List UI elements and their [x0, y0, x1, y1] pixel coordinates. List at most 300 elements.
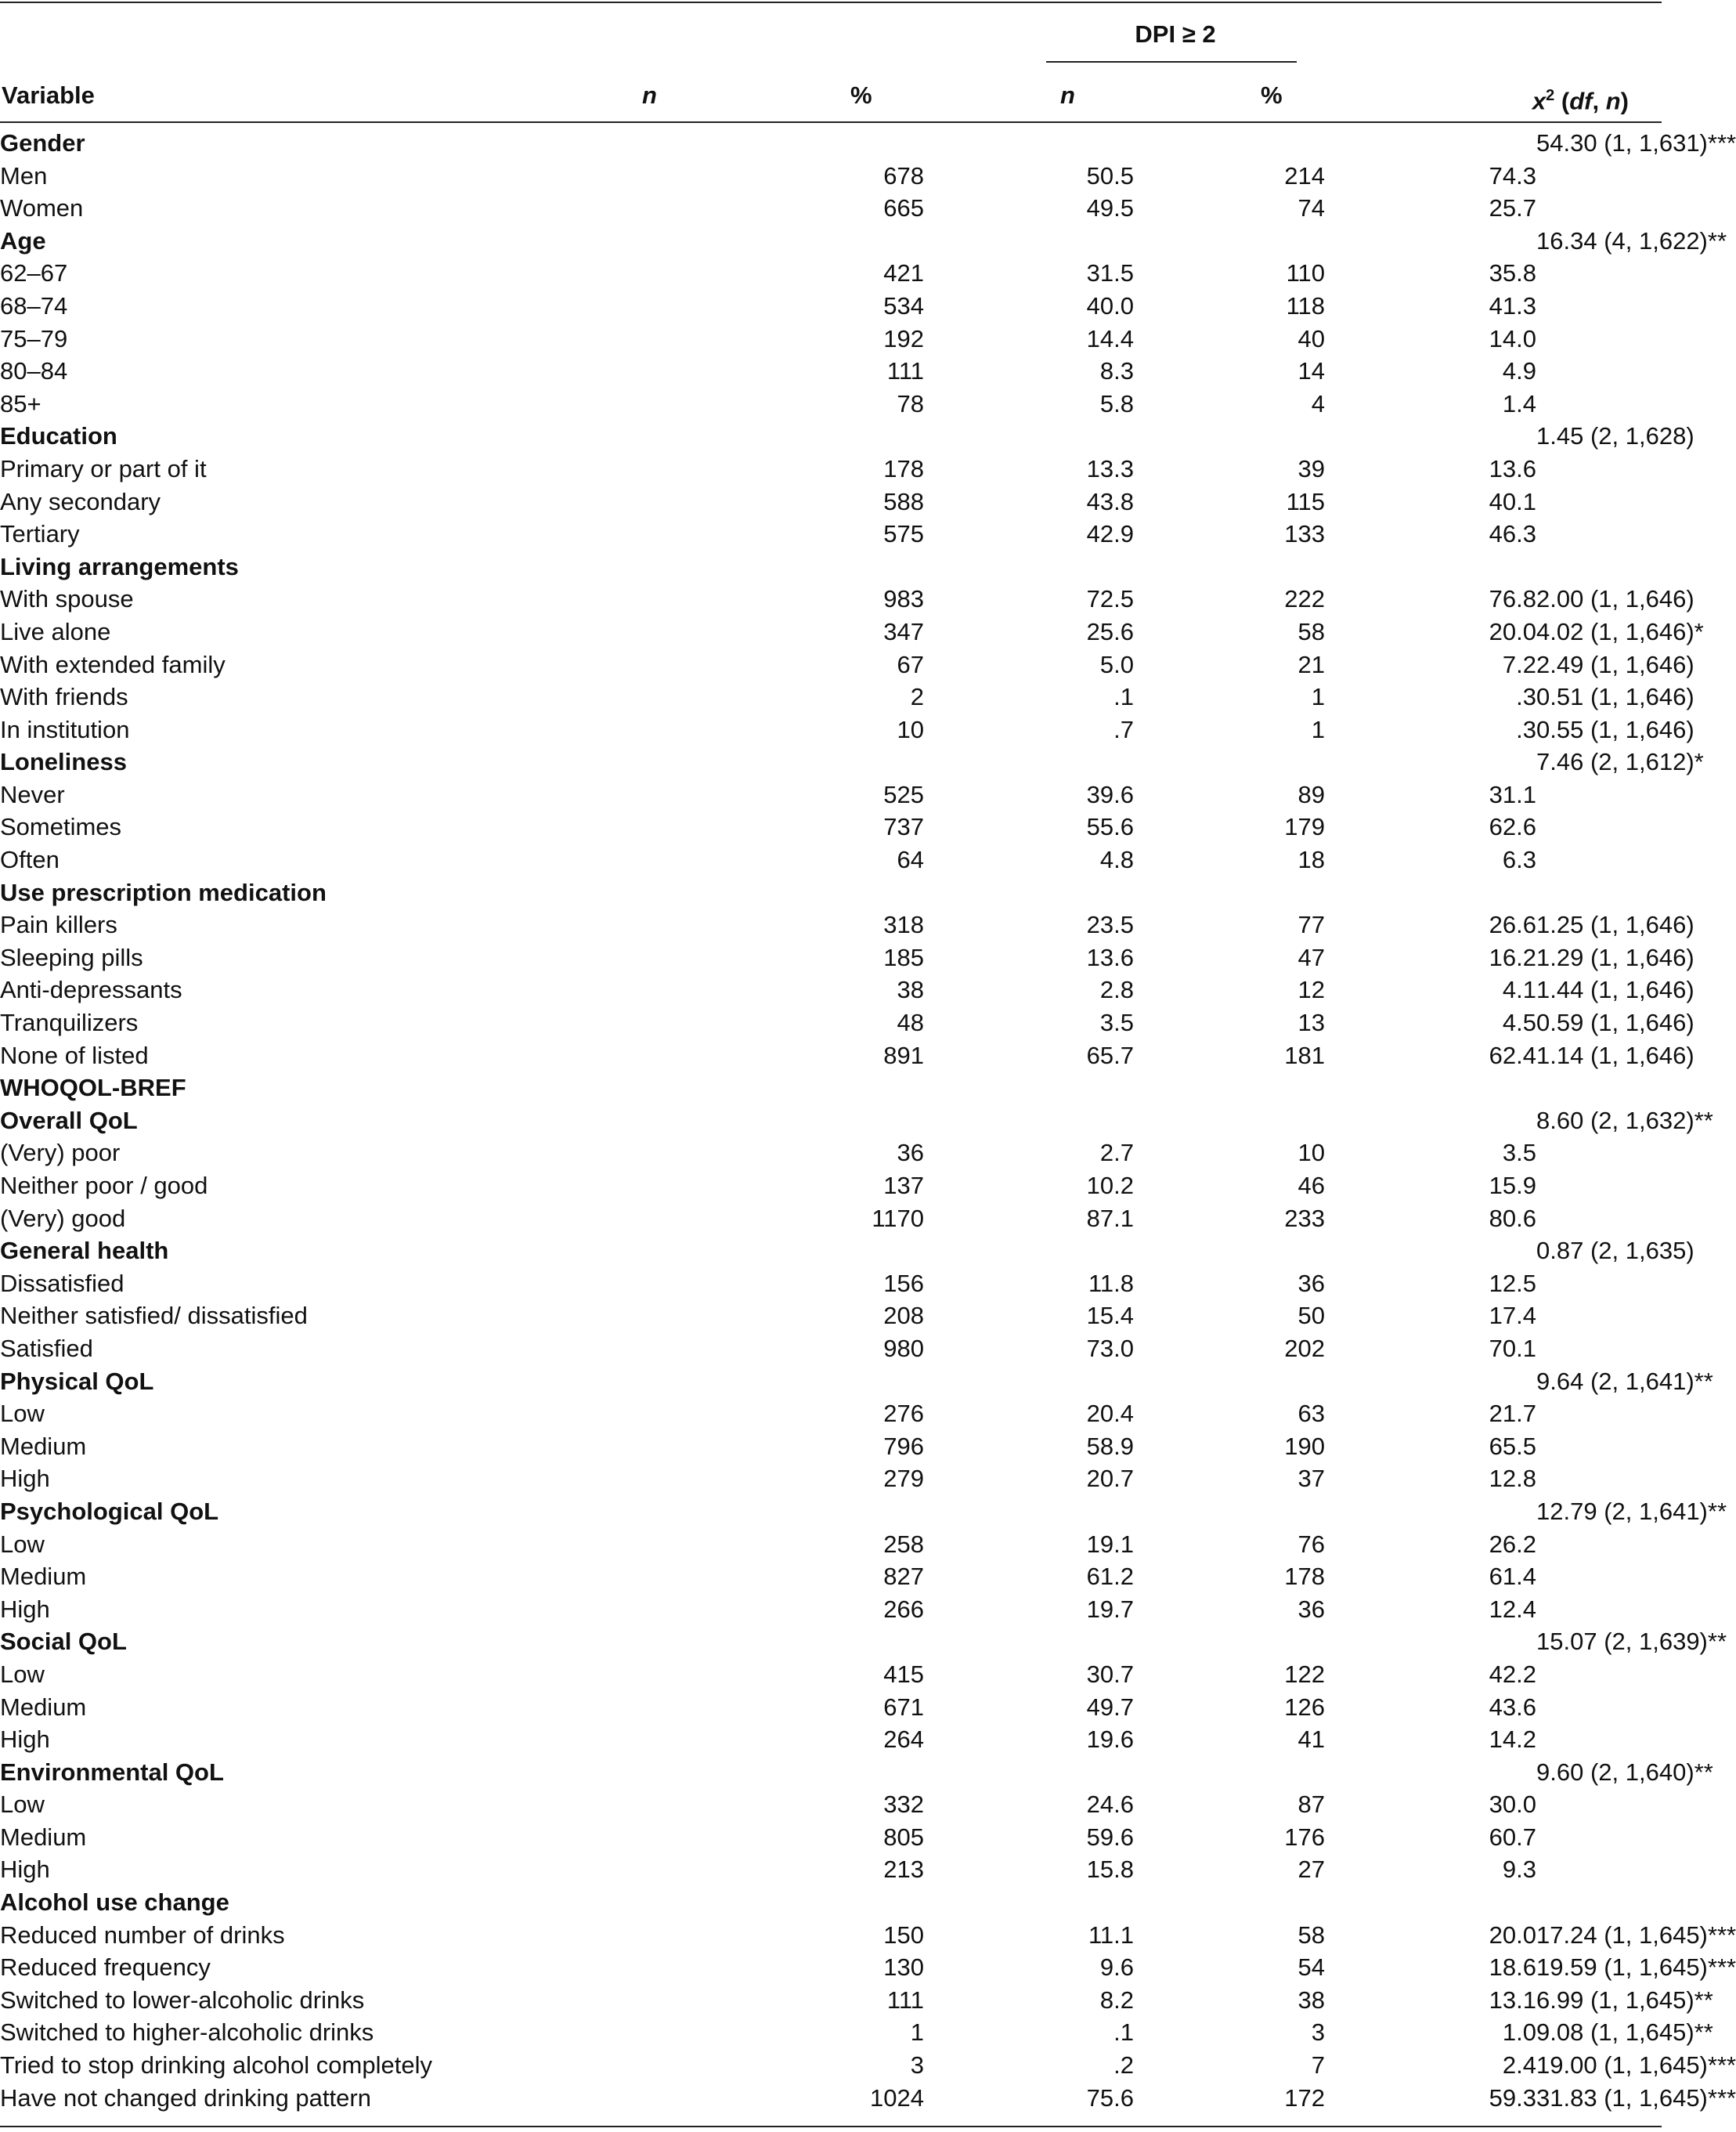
variable-label: Low — [0, 1660, 45, 1688]
variable-label: Social QoL — [0, 1628, 127, 1656]
chi-square-value — [1536, 1593, 1662, 1626]
n-dpi-value: 50 — [1297, 1302, 1325, 1330]
category-row — [0, 1495, 1662, 1528]
chi-square-value: 31.83 (1, 1,645)*** — [1536, 2083, 1736, 2112]
variable-label: Alcohol use change — [0, 1888, 229, 1917]
variable-label: Neither satisfied/ dissatisfied — [0, 1302, 308, 1330]
table-row — [0, 518, 1662, 551]
n-value: 48 — [897, 1009, 924, 1037]
table-row — [0, 2049, 1662, 2082]
chi-square-value — [1536, 355, 1662, 388]
chi-paren-open: ( — [1554, 87, 1570, 115]
percent-value: 49.5 — [1086, 194, 1134, 222]
n-value: 980 — [883, 1334, 924, 1362]
category-row — [0, 420, 1662, 453]
n-value: 67 — [897, 650, 924, 678]
n-dpi-value — [1134, 1104, 1325, 1137]
percent-value: 5.0 — [1099, 650, 1134, 678]
n-value — [783, 1495, 924, 1528]
n-dpi-value — [1134, 225, 1325, 258]
chi-square-value — [1536, 1430, 1662, 1463]
table-row — [0, 1593, 1662, 1626]
variable-label: Medium — [0, 1823, 87, 1851]
percent-value: 11.8 — [1088, 1269, 1134, 1297]
table-row — [0, 1332, 1662, 1365]
percent-dpi-value: 26.2 — [1489, 1530, 1536, 1558]
percent-dpi-value — [1325, 551, 1536, 584]
n-dpi-value — [1134, 1495, 1325, 1528]
percent-dpi-value: 15.9 — [1489, 1172, 1536, 1199]
table-row — [0, 453, 1662, 486]
variable-label: High — [0, 1595, 50, 1623]
percent-dpi-value — [1325, 746, 1536, 779]
percent-value — [924, 876, 1134, 909]
n-dpi-value: 38 — [1297, 1986, 1325, 2014]
percent-value: 87.1 — [1086, 1204, 1134, 1232]
percent-dpi-value: 59.3 — [1489, 2083, 1536, 2112]
n-value — [783, 1756, 924, 1789]
header-variable: Variable — [2, 81, 95, 109]
chi-square-value — [1536, 1886, 1662, 1919]
percent-dpi-value: 16.2 — [1489, 943, 1536, 971]
table-row — [0, 192, 1662, 225]
variable-label: Education — [0, 422, 117, 450]
n-value: 318 — [883, 911, 924, 939]
n-value: 10 — [897, 715, 924, 743]
n-dpi-value: 76 — [1297, 1530, 1325, 1558]
percent-value — [924, 1756, 1134, 1789]
n-dpi-value: 7 — [1311, 2051, 1325, 2080]
variable-label: None of listed — [0, 1041, 149, 1069]
variable-label: Medium — [0, 1432, 87, 1460]
category-row — [0, 1071, 1662, 1104]
table-row — [0, 1039, 1662, 1072]
percent-value: 61.2 — [1086, 1563, 1134, 1591]
table-row — [0, 1951, 1662, 1984]
chi-square-value — [1536, 1267, 1662, 1300]
table-row — [0, 616, 1662, 649]
header-percent: % — [850, 81, 872, 109]
table-row — [0, 714, 1662, 746]
data-table — [0, 127, 1736, 2114]
percent-value: 43.8 — [1086, 487, 1134, 515]
chi-square-value — [1536, 1528, 1662, 1561]
n-value: 64 — [897, 846, 924, 874]
percent-dpi-value: 1.4 — [1502, 389, 1536, 417]
header-n-dpi: n — [1060, 81, 1075, 109]
n-dpi-value: 222 — [1284, 585, 1325, 613]
percent-value: 40.0 — [1086, 291, 1134, 320]
percent-value: 15.4 — [1086, 1302, 1134, 1330]
percent-value: 13.3 — [1086, 454, 1134, 482]
percent-value: 14.4 — [1086, 324, 1134, 352]
variable-label: Anti-depressants — [0, 976, 182, 1004]
n-dpi-value: 47 — [1297, 943, 1325, 971]
n-value: 266 — [883, 1595, 924, 1623]
n-dpi-value: 4 — [1311, 389, 1325, 417]
percent-dpi-value: 9.3 — [1502, 1856, 1536, 1884]
chi-square-value — [1536, 1691, 1662, 1724]
n-dpi-value: 89 — [1297, 780, 1325, 808]
n-dpi-value: 233 — [1284, 1204, 1325, 1232]
chi-square-value: 1.29 (1, 1,646) — [1536, 943, 1694, 971]
percent-value: 19.1 — [1086, 1530, 1134, 1558]
percent-dpi-value: .3 — [1516, 683, 1536, 711]
chi-square-value — [1536, 1788, 1662, 1821]
n-value: 111 — [886, 1986, 924, 2014]
header-rule — [0, 121, 1662, 123]
chi-square-value: 7.46 (2, 1,612)* — [1536, 748, 1704, 776]
category-row — [0, 1756, 1662, 1789]
percent-value: 55.6 — [1086, 813, 1134, 841]
percent-value: 65.7 — [1086, 1041, 1134, 1069]
percent-value: 13.6 — [1086, 943, 1134, 971]
percent-dpi-value: 18.6 — [1489, 1953, 1536, 1982]
n-dpi-value — [1134, 551, 1325, 584]
table-row — [0, 355, 1662, 388]
chi-square-value: 8.60 (2, 1,632)** — [1536, 1106, 1713, 1134]
variable-label: With spouse — [0, 585, 134, 613]
variable-label: 80–84 — [0, 357, 68, 385]
group-header-dpi: DPI ≥ 2 — [1135, 20, 1216, 48]
chi-square-value — [1536, 876, 1662, 909]
chi-square-value — [1536, 1332, 1662, 1365]
variable-label: 75–79 — [0, 324, 68, 352]
n-value: 891 — [883, 1041, 924, 1069]
percent-dpi-value — [1325, 1234, 1536, 1267]
table-row — [0, 811, 1662, 844]
n-dpi-value: 18 — [1297, 846, 1325, 874]
variable-label: Sometimes — [0, 813, 122, 841]
variable-label: 68–74 — [0, 291, 68, 320]
n-dpi-value: 13 — [1297, 1009, 1325, 1037]
category-row — [0, 1234, 1662, 1267]
percent-dpi-value: 25.7 — [1489, 194, 1536, 222]
n-value — [783, 225, 924, 258]
percent-dpi-value: 46.3 — [1489, 520, 1536, 548]
percent-dpi-value: 42.2 — [1489, 1660, 1536, 1688]
n-value: 156 — [883, 1269, 924, 1297]
table-row — [0, 1430, 1662, 1463]
percent-dpi-value — [1325, 1365, 1536, 1398]
percent-value: .7 — [1113, 715, 1134, 743]
n-value — [783, 127, 924, 160]
n-value: 276 — [883, 1400, 924, 1428]
variable-label: Tranquilizers — [0, 1009, 139, 1037]
n-value: 1 — [910, 2018, 924, 2047]
percent-dpi-value: 14.2 — [1489, 1725, 1536, 1754]
n-dpi-value: 37 — [1297, 1465, 1325, 1493]
table-row — [0, 160, 1662, 193]
variable-label: Women — [0, 194, 84, 222]
percent-value: 20.7 — [1086, 1465, 1134, 1493]
chi-square-value: 2.00 (1, 1,646) — [1536, 585, 1694, 613]
chi-square-value: 9.64 (2, 1,641)** — [1536, 1367, 1713, 1395]
n-value — [783, 1365, 924, 1398]
percent-value: 4.8 — [1099, 846, 1134, 874]
percent-dpi-value: 2.4 — [1502, 2051, 1536, 2080]
percent-dpi-value — [1325, 127, 1536, 160]
n-dpi-value: 118 — [1286, 291, 1325, 320]
percent-value: 8.3 — [1099, 357, 1134, 385]
n-dpi-value: 74 — [1297, 194, 1325, 222]
percent-value — [924, 1104, 1134, 1137]
n-dpi-value — [1134, 1071, 1325, 1104]
chi-square-value — [1536, 1397, 1662, 1430]
n-dpi-value: 202 — [1284, 1334, 1325, 1362]
n-value: 671 — [883, 1693, 924, 1721]
chi-square-value — [1536, 1821, 1662, 1854]
n-value: 737 — [883, 813, 924, 841]
n-value — [783, 1071, 924, 1104]
variable-label: Medium — [0, 1563, 87, 1591]
category-row — [0, 225, 1662, 258]
table-row — [0, 844, 1662, 876]
variable-label: WHOQOL-BREF — [0, 1074, 186, 1102]
variable-label: General health — [0, 1237, 169, 1265]
n-dpi-value: 12 — [1297, 976, 1325, 1004]
percent-dpi-value: 26.6 — [1489, 911, 1536, 939]
percent-value: 49.7 — [1086, 1693, 1134, 1721]
percent-value: 2.7 — [1099, 1139, 1134, 1167]
chi-square-value — [1536, 323, 1662, 356]
n-value: 258 — [883, 1530, 924, 1558]
n-value: 208 — [883, 1302, 924, 1330]
n-dpi-value: 126 — [1284, 1693, 1325, 1721]
percent-dpi-value: 14.0 — [1489, 324, 1536, 352]
n-value — [783, 420, 924, 453]
table-row — [0, 941, 1662, 974]
percent-dpi-value: .3 — [1516, 715, 1536, 743]
n-value: 137 — [883, 1172, 924, 1199]
percent-value: 75.6 — [1086, 2083, 1134, 2112]
variable-label: Psychological QoL — [0, 1497, 219, 1525]
n-dpi-value: 190 — [1284, 1432, 1325, 1460]
percent-dpi-value: 31.1 — [1489, 780, 1536, 808]
percent-value: .1 — [1113, 2018, 1134, 2047]
n-dpi-value: 54 — [1297, 1953, 1325, 1982]
percent-value: 73.0 — [1086, 1334, 1134, 1362]
percent-dpi-value: 12.4 — [1489, 1595, 1536, 1623]
variable-label: Medium — [0, 1693, 87, 1721]
chi-square-value: 6.99 (1, 1,645)** — [1536, 1986, 1713, 2014]
percent-value: 72.5 — [1086, 585, 1134, 613]
percent-value: 50.5 — [1086, 161, 1134, 190]
n-dpi-value: 178 — [1284, 1563, 1325, 1591]
chi-square-value — [1536, 779, 1662, 811]
variable-label: Have not changed drinking pattern — [0, 2083, 371, 2112]
chi-square-value — [1536, 1723, 1662, 1756]
variable-label: 62–67 — [0, 259, 68, 287]
table-row — [0, 290, 1662, 323]
percent-dpi-value: 12.8 — [1489, 1465, 1536, 1493]
percent-dpi-value: 7.2 — [1502, 650, 1536, 678]
percent-dpi-value — [1325, 420, 1536, 453]
percent-value: 30.7 — [1086, 1660, 1134, 1688]
n-value: 178 — [883, 454, 924, 482]
variable-label: Pain killers — [0, 911, 117, 939]
chi-square-value: 0.59 (1, 1,646) — [1536, 1009, 1694, 1037]
percent-dpi-value: 3.5 — [1502, 1139, 1536, 1167]
table-row — [0, 1723, 1662, 1756]
chi-square-value — [1536, 1299, 1662, 1332]
variable-label: Men — [0, 161, 48, 190]
table-row — [0, 1658, 1662, 1691]
variable-label: Switched to lower-alcoholic drinks — [0, 1986, 365, 2014]
percent-dpi-value — [1325, 1495, 1536, 1528]
percent-value — [924, 551, 1134, 584]
percent-dpi-value: 61.4 — [1489, 1563, 1536, 1591]
table-row — [0, 323, 1662, 356]
variable-label: (Very) good — [0, 1204, 126, 1232]
n-dpi-value: 77 — [1297, 911, 1325, 939]
table-row — [0, 257, 1662, 290]
table-row — [0, 1462, 1662, 1495]
n-value: 1170 — [872, 1204, 924, 1232]
percent-dpi-value: 70.1 — [1489, 1334, 1536, 1362]
header-chi-square — [1409, 80, 1629, 117]
category-row — [0, 1625, 1662, 1658]
n-value — [783, 1234, 924, 1267]
table-row — [0, 2016, 1662, 2049]
n-dpi-value: 39 — [1297, 454, 1325, 482]
category-row — [0, 1886, 1662, 1919]
n-value: 279 — [883, 1465, 924, 1493]
variable-label: Tertiary — [0, 520, 80, 548]
percent-value — [924, 1234, 1134, 1267]
n-dpi-value: 115 — [1286, 487, 1325, 515]
n-value: 588 — [883, 487, 924, 515]
chi-square-value — [1536, 1202, 1662, 1235]
n-value — [783, 1104, 924, 1137]
variable-label: High — [0, 1465, 50, 1493]
variable-label: Loneliness — [0, 748, 127, 776]
variable-label: Sleeping pills — [0, 943, 143, 971]
n-value: 525 — [883, 780, 924, 808]
table-row — [0, 583, 1662, 616]
chi-square-value: 17.24 (1, 1,645)*** — [1536, 1921, 1736, 1949]
chi-square-value — [1536, 486, 1662, 519]
percent-dpi-value: 41.3 — [1489, 291, 1536, 320]
chi-df: df — [1569, 87, 1593, 115]
n-dpi-value: 87 — [1297, 1791, 1325, 1819]
variable-label: Live alone — [0, 617, 111, 645]
n-value — [783, 746, 924, 779]
table-row — [0, 1267, 1662, 1300]
category-row — [0, 1104, 1662, 1137]
chi-square-value: 15.07 (2, 1,639)** — [1536, 1628, 1727, 1656]
n-dpi-value: 14 — [1297, 357, 1325, 385]
table-row — [0, 1853, 1662, 1886]
variable-label: Age — [0, 226, 46, 255]
n-value: 534 — [883, 291, 924, 320]
chi-square-value: 1.45 (2, 1,628) — [1536, 422, 1694, 450]
variable-label: Reduced frequency — [0, 1953, 211, 1982]
percent-dpi-value — [1325, 876, 1536, 909]
n-value: 421 — [883, 259, 924, 287]
percent-value: 42.9 — [1086, 520, 1134, 548]
table-row — [0, 1560, 1662, 1593]
table-row — [0, 1202, 1662, 1235]
n-dpi-value: 36 — [1297, 1269, 1325, 1297]
n-dpi-value: 172 — [1284, 2083, 1325, 2112]
chi-square-value — [1536, 388, 1662, 421]
chi-square-value — [1536, 453, 1662, 486]
n-value: 665 — [883, 194, 924, 222]
n-dpi-value: 46 — [1297, 1172, 1325, 1199]
variable-label: Use prescription medication — [0, 878, 327, 906]
percent-dpi-value: 1.0 — [1502, 2018, 1536, 2047]
percent-dpi-value — [1325, 1071, 1536, 1104]
variable-label: High — [0, 1856, 50, 1884]
variable-label: Living arrangements — [0, 552, 239, 580]
percent-value: 31.5 — [1086, 259, 1134, 287]
table-row — [0, 1136, 1662, 1169]
chi-square-value: 54.30 (1, 1,631)*** — [1536, 129, 1736, 157]
variable-label: Gender — [0, 129, 85, 157]
chi-square-value — [1536, 1658, 1662, 1691]
category-row — [0, 746, 1662, 779]
chi-superscript: 2 — [1546, 87, 1555, 104]
variable-label: With friends — [0, 683, 128, 711]
n-dpi-value — [1134, 746, 1325, 779]
bottom-rule — [0, 2126, 1662, 2127]
chi-square-value: 4.02 (1, 1,646)* — [1536, 617, 1704, 645]
n-value: 3 — [910, 2051, 924, 2080]
percent-value: 5.8 — [1099, 389, 1134, 417]
percent-value — [924, 1071, 1134, 1104]
percent-value — [924, 127, 1134, 160]
percent-value: .2 — [1113, 2051, 1134, 2080]
chi-square-value: 2.49 (1, 1,646) — [1536, 650, 1694, 678]
n-dpi-value — [1134, 420, 1325, 453]
n-dpi-value — [1134, 1234, 1325, 1267]
chi-square-value — [1536, 551, 1662, 584]
chi-square-value — [1536, 1560, 1662, 1593]
variable-label: Low — [0, 1791, 45, 1819]
chi-square-value: 9.08 (1, 1,645)** — [1536, 2018, 1713, 2047]
percent-dpi-value: 30.0 — [1489, 1791, 1536, 1819]
percent-value: 19.7 — [1086, 1595, 1134, 1623]
table-row — [0, 909, 1662, 941]
percent-dpi-value: 13.1 — [1489, 1986, 1536, 2014]
table-row — [0, 779, 1662, 811]
variable-label: Reduced number of drinks — [0, 1921, 285, 1949]
n-dpi-value: 3 — [1311, 2018, 1325, 2047]
category-row — [0, 876, 1662, 909]
n-dpi-value: 63 — [1297, 1400, 1325, 1428]
table-row — [0, 2082, 1662, 2115]
n-value: 150 — [883, 1921, 924, 1949]
percent-value — [924, 1886, 1134, 1919]
percent-value: 2.8 — [1099, 976, 1134, 1004]
n-value — [783, 1886, 924, 1919]
n-value: 415 — [883, 1660, 924, 1688]
chi-paren-close: ) — [1620, 87, 1629, 115]
percent-dpi-value — [1325, 1886, 1536, 1919]
percent-value — [924, 1495, 1134, 1528]
n-dpi-value: 36 — [1297, 1595, 1325, 1623]
chi-square-value: 0.87 (2, 1,635) — [1536, 1237, 1694, 1265]
percent-dpi-value: 20.0 — [1489, 617, 1536, 645]
n-dpi-value: 176 — [1284, 1823, 1325, 1851]
variable-label: Primary or part of it — [0, 454, 207, 482]
percent-value: .1 — [1113, 683, 1134, 711]
n-value: 38 — [897, 976, 924, 1004]
variable-label: In institution — [0, 715, 130, 743]
percent-dpi-value: 20.0 — [1489, 1921, 1536, 1949]
percent-value: 8.2 — [1099, 1986, 1134, 2014]
